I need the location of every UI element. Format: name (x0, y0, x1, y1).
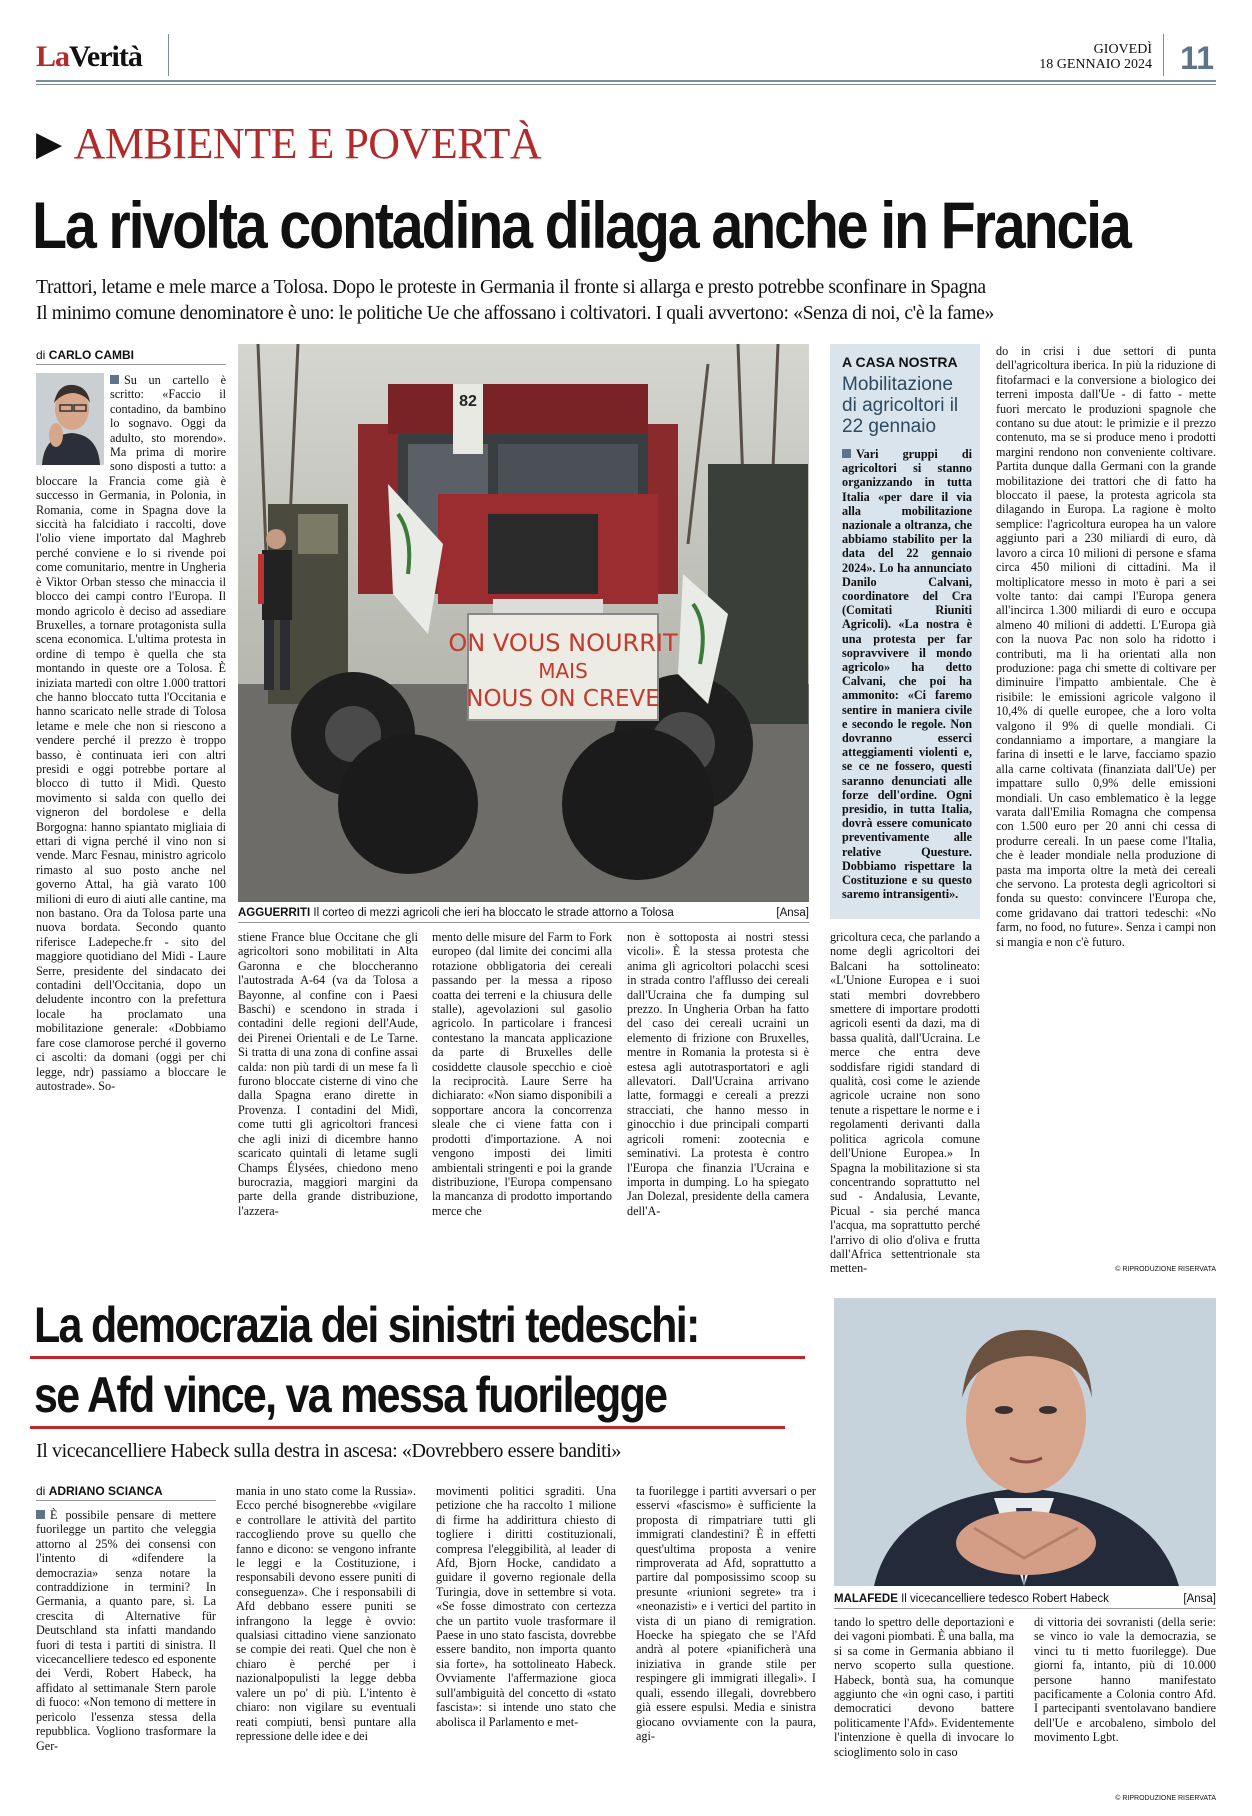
section-label: ▶ AMBIENTE E POVERTÀ (36, 119, 542, 168)
second-article-headline-line-2: se Afd vince, va messa fuorilegge (34, 1367, 667, 1423)
copyright-notice: © RIPRODUZIONE RISERVATA (1115, 1266, 1216, 1273)
masthead-rule (36, 80, 1216, 82)
article-column-1-text: Su un cartello è scritto: «Faccio il contadino, da bambino lo sognavo. Oggi da adulto, sto morendo». Ma prima di morire sono disposti a tutto: a bloccare la Francia come già è successo in Germania, in Polonia, in Romania, come in Spagna dove la siccità ha falcidiato i raccolti, dove l'olio viene importato dal Maghreb perché conviene e lo si rivende poi come comunitario, mentre in Ungheria è Viktor Orban stesso che minaccia il blocco dei campi contro l'Europa. Il mondo agricolo è deciso ad assediare Bruxelles, a tornare protagonista sulla scena economica. L'ultima protesta in ordine di tempo è quella che sta montando in queste ore a Tolosa. È iniziata martedì con oltre 1.000 trattori che hanno bloccato tutta l'Occitania e hanno scaricato nelle strade di Tolosa letame e mele che non si riescono a vendere perché il prezzo è troppo basso, è continuata ieri con altri presidi e oggi potrebbe portare al blocco di tutto il Midì. Questo movimento si salda con quello dei vigneron del bordolese e della Borgogna: hanno spiantato migliaia di ettari di vigna perché il vino non si vende. Marc Fesnau, ministro agricolo rimasto al suo posto anche nel governo Attal, ha già varato 100 milioni di euro di aiuti alle cantine, ma non bastano. Ora da Tolosa parte una nuova bordata. Secondo quanto riferisce Ladepeche.fr - sito del maggiore quotidiano del Midì - Laure Serre, presidente del sindacato dei contadini dell'Occitania, dopo un deludente incontro con la prefettura locale ha proclamato una mobilitazione generale: «Dobbiamo fare cose clamorose perché il governo ci ascolti: da domani (oggi per chi legge, ndr) passiamo a bloccare le autostrade». So- (36, 373, 226, 1093)
second-article-column-1: È possibile pensare di mettere fuorilegge un partito che veleggia attorno al 25% dei consensi con l'intento di «difendere la democrazia» senza notare la contraddizione in termini? In Germania, a quanto pare, sì. La crescita di Alternative für Deutschland sta infatti mandando fuori di testa i partiti di sinistra. Il vicecancelliere tedesco ed esponente dei Verdi, Robert Habeck, ha affidato al settimanale Stern parole di fuoco: «Non temono di mettere in pericolo l'essenza stessa della repubblica. Vogliono trasformare la Ger- (36, 1508, 216, 1753)
sidebar-title: Mobilitazione di agricoltori il 22 gennaio (842, 374, 959, 437)
second-article-column-4: ta fuorilegge i partiti avversari o per esservi «fascismo» è sufficiente la proposta di rimpatriare tutti gli immigrati clandestini? È in effetti quest'ultima proposta a venire rimproverata ad Afd, soprattutto a partire dal pomposissimo scoop su presunte «riunioni segrete» tra i «neonazisti» e i vertici del partito in vista di un piano di remigration. Hoecke ha spiegato che se l'Afd andrà al potere «pianificherà una iniziativa in grande stile per respingere gli immigrati illegali». I quali, essendo illegali, dovrebbero già essere espulsi. Media e sinistra giocano ovviamente con la paura, agi- (636, 1484, 816, 1743)
article-deck: Trattori, letame e mele marce a Tolosa. Dopo le proteste in Germania il fronte si allarga e presto potrebbe sconfinare in Spagna Il minimo comune denominatore è uno: le politiche Ue che affossano i coltivatori. I quali avvertono: «Senza di noi, c'è la fame» (36, 276, 994, 324)
headline-underline-1 (30, 1356, 805, 1359)
article-column-4: non è sottoposta ai nostri stessi vicoli». È la stessa protesta che anima gli agricoltori polacchi scesi in strada contro l'afflusso dei cereali dall'Ucraina che fa dumping sul prezzo. In Ungheria Orban ha fatto del caso dei cereali ucraini un elemento di frizione con Bruxelles, mentre in Romania la protesta si è estesa agli autotrasportatori e agli allevatori. Dall'Ucraina arrivano latte, formaggi e cereali a prezzi stracciati, che hanno messo in ginocchio i due principali comparti agricoli romeni: zootecnia e seminativi. La protesta è contro l'Europa che finanzia l'Ucraina e importa in dumping. Lo ha spiegato Jan Dolezal, presidente della camera dell'A- (627, 930, 809, 1218)
second-article-column-3: movimenti politici sgraditi. Una petizione che ha raccolto 1 milione di firme ha addirittura chiesto di togliere i diritti costituzionali, compresa l'eleggibilità, al leader di Afd, Bjorn Hocke, candidato a guidare il governo regionale della Turingia, dove in settembre si vota. «Se fosse dimostrato con certezza che un partito vuole trasformare il Paese in uno stato fascista, dovrebbe essere bandito, non importa quanto sia forte», ha sottolineato Habeck. Ovviamente l'affermazione gioca sull'ambiguità del concetto di «stato fascista»: si intende uno stato che abolisca il Parlamento e met- (436, 1484, 616, 1729)
masthead-rule-thin (36, 84, 1216, 85)
tractor-number: 82 (459, 393, 477, 410)
paragraph-marker-icon (110, 375, 119, 384)
sidebar-kicker: A CASA NOSTRA (842, 354, 958, 370)
photo-credit: [Ansa] (776, 907, 809, 919)
tractor-protest-photo (238, 344, 809, 902)
masthead-divider (168, 34, 169, 76)
banner-line-1: ON VOUS NOURRIT (448, 629, 678, 657)
paragraph-marker-icon (842, 449, 851, 458)
banner-line-3: NOUS ON CREVE (466, 686, 660, 712)
second-article-byline: di ADRIANO SCIANCA (36, 1484, 163, 1498)
banner-line-2: MAIS (538, 659, 588, 683)
sidebar-body: Vari gruppi di agricoltori si stanno organizzando in tutta Italia «per dare il via alla mobilitazione nazionale a oltranza, che abbiamo stabilito per la data del 22 gennaio 2024». Lo ha annunciato Danilo Calvani, coordinatore del Cra (Comitati Riuniti Agricoli). «La nostra è una protesta per far sopravvivere il mondo agricolo» ha detto Calvani, che poi ha ammonito: «Ci faremo sentire in maniera civile e secondo le regole. Non dovranno esserci atteggiamenti violenti e, se ce ne fossero, questi saranno denunciati alle forze dell'ordine. Ogni presidio, in tutta Italia, dovrà essere comunicato preventivamente alle relative Questure. Dobbiamo rispettare la Costituzione e su questo saremo intransigenti». (842, 447, 972, 902)
second-article-column-6: di vittoria dei sovranisti (della serie: se vinco io vale la democrazia, se vinci tu ti metto fuorilegge). Due giorni fa, intanto, più di 10.000 persone hanno manifestato pacificamente a Colonia contro Afd. I partecipanti sventolavano bandiere dell'Ue e arcobaleno, simbolo del movimento Lgbt. (1034, 1615, 1216, 1745)
photo-caption: AGGUERRITI Il corteo di mezzi agricoli che ieri ha bloccato le strade attorno a Tolosa [Ansa] (238, 906, 809, 923)
headline-underline-2 (30, 1426, 785, 1429)
article-column-1 (36, 373, 226, 1301)
article-byline: di CARLO CAMBI (36, 348, 135, 362)
article-headline: La rivolta contadina dilaga anche in Francia (32, 188, 1130, 262)
author-photo-spacer (36, 373, 110, 471)
issue-date: GIOVEDÌ 18 GENNAIO 2024 (1039, 42, 1152, 72)
habeck-photo-caption: MALAFEDE Il vicecancelliere tedesco Robert Habeck [Ansa] (834, 1592, 1216, 1609)
newspaper-logo: LaVerità (36, 40, 142, 73)
byline-rule-2 (36, 1500, 216, 1501)
second-article-headline-line-1: La democrazia dei sinistri tedeschi: (34, 1297, 699, 1353)
sidebar-box (830, 344, 980, 919)
article-column-3: mento delle misure del Farm to Fork europeo (dal limite dei concimi alla rotazione obbligatoria dei cereali passando per la messa a riposo coatta dei terreni e la chiusura delle stalle), agevolazioni sul gasolio agricolo. In particolare i francesi contestano la mancata applicazione da parte di Bruxelles delle cosiddette clausole specchio e cioè la reciprocità. Laure Serre ha dichiarato: «Non siamo disponibili a sopportare ancora la concorrenza sleale che ci viene fatta con i prodotti d'importazione. A noi vengono imposti dei limiti ambientali stringenti e poi la grande distribuzione, l'Europa compensano la mancanza di prodotto importando merce che (432, 930, 612, 1218)
second-article-column-5: tando lo spettro delle deportazioni e dei vagoni piombati. È una balla, ma si sa come in Germania abbiano il nervo scoperto sulla questione. Habeck, bontà sua, ha comunque aggiunto che «in ogni caso, i partiti democratici devono battere politicamente l'Afd». Evidentemente l'intenzione è quella di invocare lo scioglimento solo in caso (834, 1615, 1014, 1759)
byline-rule (36, 364, 226, 365)
habeck-photo-credit: [Ansa] (1183, 1593, 1216, 1605)
paragraph-marker-icon (36, 1510, 45, 1519)
page-number-divider (1163, 34, 1164, 76)
page-number: 11 (1180, 40, 1214, 76)
second-article-deck: Il vicecancelliere Habeck sulla destra in ascesa: «Dovrebbero essere banditi» (36, 1440, 622, 1462)
article-column-2: stiene France blue Occitane che gli agricoltori sono mobilitati in Alta Garonna e che bloccheranno l'autostrada A-64 (va da Tolosa a Bayonne, al confine con i Paesi Baschi) e scendono in strada i contadini delle regioni dell'Aude, dei Pirenei Orientali e de Le Tarne. Si tratta di una zona di confine assai calda: non più tardi di un mese fa lì furono bloccate cisterne di vino che dalla Spagna erano dirette in Provenza. I contadini del Midì, come tutti gli agricoltori francesi che agli inizi di dicembre hanno scaricato quintali di letame sugli Champs Élysées, chiedono meno burocrazia, maggiori margini da parte della grande distribuzione, l'azzera- (238, 930, 418, 1218)
habeck-portrait-photo (834, 1298, 1216, 1586)
article-column-5: gricoltura ceca, che parlando a nome degli agricoltori dei Balcani ha sottolineato: «L'Unione Europea e i suoi stati membri dovrebbero smettere di importare prodotti agricoli esenti da dazi, ma di bassa qualità, dall'Ucraina. Le merce che entra deve soddisfare rigidi standard di qualità, così come le aziende agricole ucraine non sono tenute a rispettare le norme e i regolamenti derivanti dalla politica agricola comune dell'Unione Europea.» In Spagna la mobilitazione si sta concentrando soprattutto nel sud - Andalusia, Levante, Picual - sia perché manca l'acqua, ma soprattutto perché l'arrivo di olio d'oliva e frutta dall'Africa settentrionale sta metten- (830, 930, 980, 1276)
second-article-column-2: mania in uno stato come la Russia». Ecco perché bisognerebbe «vigilare e controllare le attività del partito raccogliendo prove su quello che fanno e dicono: se vengono infrante le leggi e la Costituzione, i responsabili devono essere puniti di conseguenza». Che i responsabili di Afd debbano essere puniti se infrangono la legge è ovvio: qualsiasi cittadino viene sanzionato se compie dei reati. Quel che non è chiaro è perché per i nazionalpopulisti la legge debba valere un po' di più. L'intento è chiaro: non vigilare su eventuali reati compiuti, bensì puntare alla repressione delle idee e dei (236, 1484, 416, 1743)
triangle-right-icon: ▶ (36, 125, 62, 163)
article-column-6: do in crisi i due settori di punta dell'agricoltura iberica. In più la riduzione di fitofarmaci e la conversione a biologico dei terreni imposta dall'Ue - di fatto - mette fuori mercato le produzioni spagnole che contano su due atout: le primizie e il prezzo contenuto, ma se si produce meno i prodotti margini rendono non conveniente coltivare. Partita dunque dalla Germani con la grande mobilitazione dei trattori che di fatto ha bloccato il paese, la protesta agricola sta dilagando in Europa. La ragione è molto semplice: l'agricoltura europea ha un valore aggiunto pari a 230 miliardi di euro, dà lavoro a circa 10 milioni di persone e sfama circa 450 milioni di cittadini. Ma il moltiplicatore messo in moto è pari a sei volte tanto: dai campi l'Europa genera all'incirca 1.300 miliardi di euro e occupa almeno 40 milioni di addetti. L'Europa già con la nuova Pac non solo ha ridotto i contributi, ma li ha orientati alla non produzione: paga chi smette di coltivare per diminuire l'impatto ambientale. Che è risibile: le emissioni agricole valgono il 10,4% di quelle europee, che a loro volta valgono il 9% di quelle mondiali. Ci condanniamo a importare, a mangiare la farina di insetti e le larve, facciamo spazio alla carne coltivata (finanziata dall'Ue) per impattare sullo 0,9% delle emissioni mondiali. Un caso emblematico è la legge varata dall'Emilia Romagna che compensa con 1.500 euro per 20 anni chi cessa di produrre cereali. In un paese come l'Italia, che è leader mondiale nella produzione di pasta ma importa oltre la metà dei cereali che servono. La protesta degli agricoltori si fonda su questo: convincere l'Europa che, come gridavano dai trattori tedeschi: «No farm, no food, no future». Senza i campi non si mangia e non c'è futuro. (996, 344, 1216, 949)
copyright-notice-2: © RIPRODUZIONE RISERVATA (1115, 1795, 1216, 1802)
